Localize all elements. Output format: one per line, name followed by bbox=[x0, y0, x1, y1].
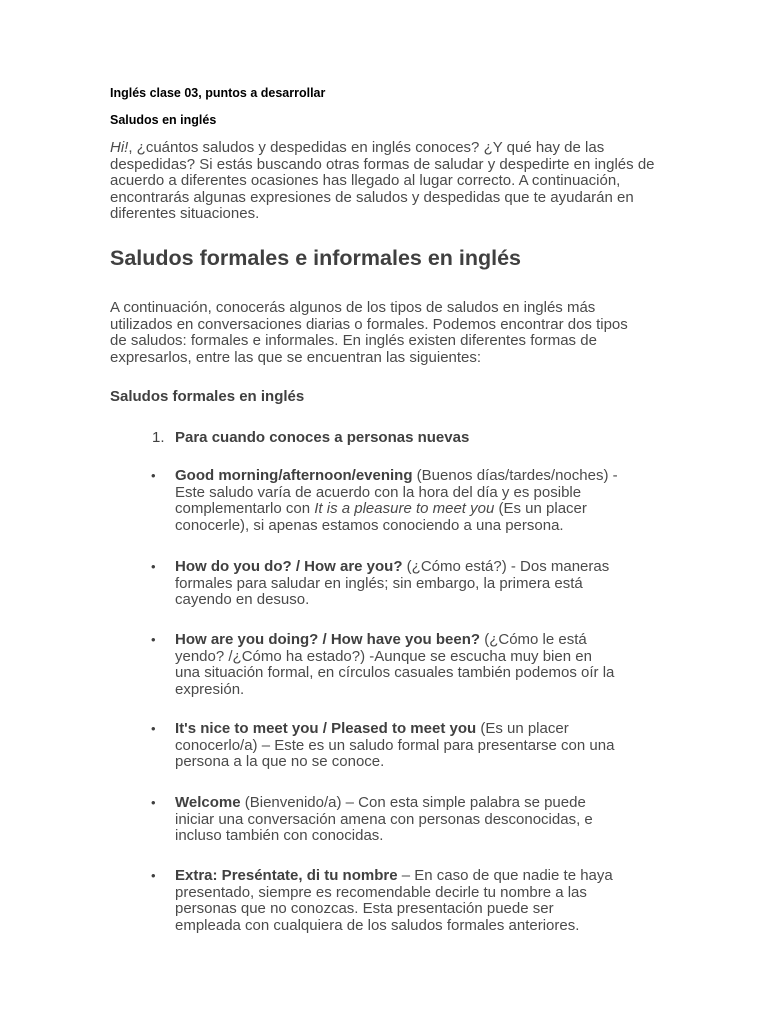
intro-paragraph bbox=[110, 140, 662, 223]
intro-text: , ¿cuántos saludos y despedidas en inglés conoces? ¿Y qué hay de las despedidas? Si estás buscando otras formas de saludar y despedirte en inglés de acuerdo a diferentes ocasiones has llegado al lugar correcto. A continuación, encontrarás algunas expresiones de saludos y despedidas que te ayudarán en diferentes situaciones. bbox=[110, 139, 655, 223]
list-number: 1. bbox=[152, 429, 165, 446]
bullet-text: (¿Cómo está?) - Dos maneras formales para saludar en inglés; sin embargo, la primera está cayendo en desuso. bbox=[175, 558, 610, 609]
bullet-marker: • bbox=[151, 632, 156, 647]
list-item-text: Para cuando conoces a personas nuevas bbox=[175, 429, 470, 446]
bullet-item bbox=[151, 795, 621, 845]
bullet-term: Good morning/afternoon/evening bbox=[175, 467, 413, 484]
bullet-body bbox=[175, 721, 621, 771]
subsection-heading: Saludos formales en inglés bbox=[110, 388, 305, 405]
bullet-text: (Es un placer conocerlo/a) – Este es un saludo formal para presentarse con una persona a la que no se conoce. bbox=[175, 720, 615, 771]
bullet-marker: • bbox=[151, 468, 156, 483]
section-paragraph: A continuación, conocerás algunos de los tipos de saludos en inglés más utilizados en conversaciones diarias o formales. Podemos encontrar dos tipos de saludos: formales e informales. En inglés existen diferentes formas de expresarlos, entre las que se encuentran las siguientes: bbox=[110, 299, 628, 366]
bullet-item bbox=[151, 468, 621, 534]
bullet-item bbox=[151, 559, 621, 609]
bullet-item bbox=[151, 721, 621, 771]
bullet-text: (Buenos días/tardes/noches) - Este saludo varía de acuerdo con la hora del día y es posible complementarlo con bbox=[175, 467, 618, 518]
intro-greeting: Hi! bbox=[110, 139, 129, 156]
bullet-body bbox=[175, 868, 621, 934]
section-heading: Saludos formales e informales en inglés bbox=[110, 246, 522, 270]
bullet-term: Welcome bbox=[175, 794, 241, 811]
bullet-text-continued: (Es un placer conocerle), si apenas estamos conociendo a una persona. bbox=[175, 500, 587, 534]
bullet-text: (Bienvenido/a) – Con esta simple palabra se puede iniciar una conversación amena con personas desconocidas, e incluso también con conocidas. bbox=[175, 794, 593, 845]
bullet-item bbox=[151, 632, 621, 698]
bullet-body bbox=[175, 559, 621, 609]
document-header-subtitle: Saludos en inglés bbox=[110, 113, 217, 127]
bullet-term: It's nice to meet you / Pleased to meet you bbox=[175, 720, 477, 737]
bullet-marker: • bbox=[151, 721, 156, 736]
bullet-text: – En caso de que nadie te haya presentado, siempre es recomendable decirle tu nombre a las personas que no conozcas. Esta presentación puede ser empleada con cualquiera de los saludos formales anteriores. bbox=[175, 867, 613, 934]
bullet-marker: • bbox=[151, 868, 156, 883]
bullet-item bbox=[151, 868, 621, 934]
bullet-text: (¿Cómo le está yendo? /¿Cómo ha estado?) -Aunque se escucha muy bien en una situación formal, en círculos casuales también podemos oír la expresión. bbox=[175, 631, 615, 698]
bullet-term: How do you do? / How are you? bbox=[175, 558, 403, 575]
bullet-body bbox=[175, 632, 621, 698]
bullet-term: Extra: Preséntate, di tu nombre bbox=[175, 867, 398, 884]
bullet-term: How are you doing? / How have you been? bbox=[175, 631, 481, 648]
bullet-marker: • bbox=[151, 559, 156, 574]
bullet-italic: It is a pleasure to meet you bbox=[314, 500, 495, 518]
bullet-body bbox=[175, 468, 621, 534]
bullet-body bbox=[175, 795, 621, 845]
bullet-marker: • bbox=[151, 795, 156, 810]
document-header-title: Inglés clase 03, puntos a desarrollar bbox=[110, 86, 326, 100]
